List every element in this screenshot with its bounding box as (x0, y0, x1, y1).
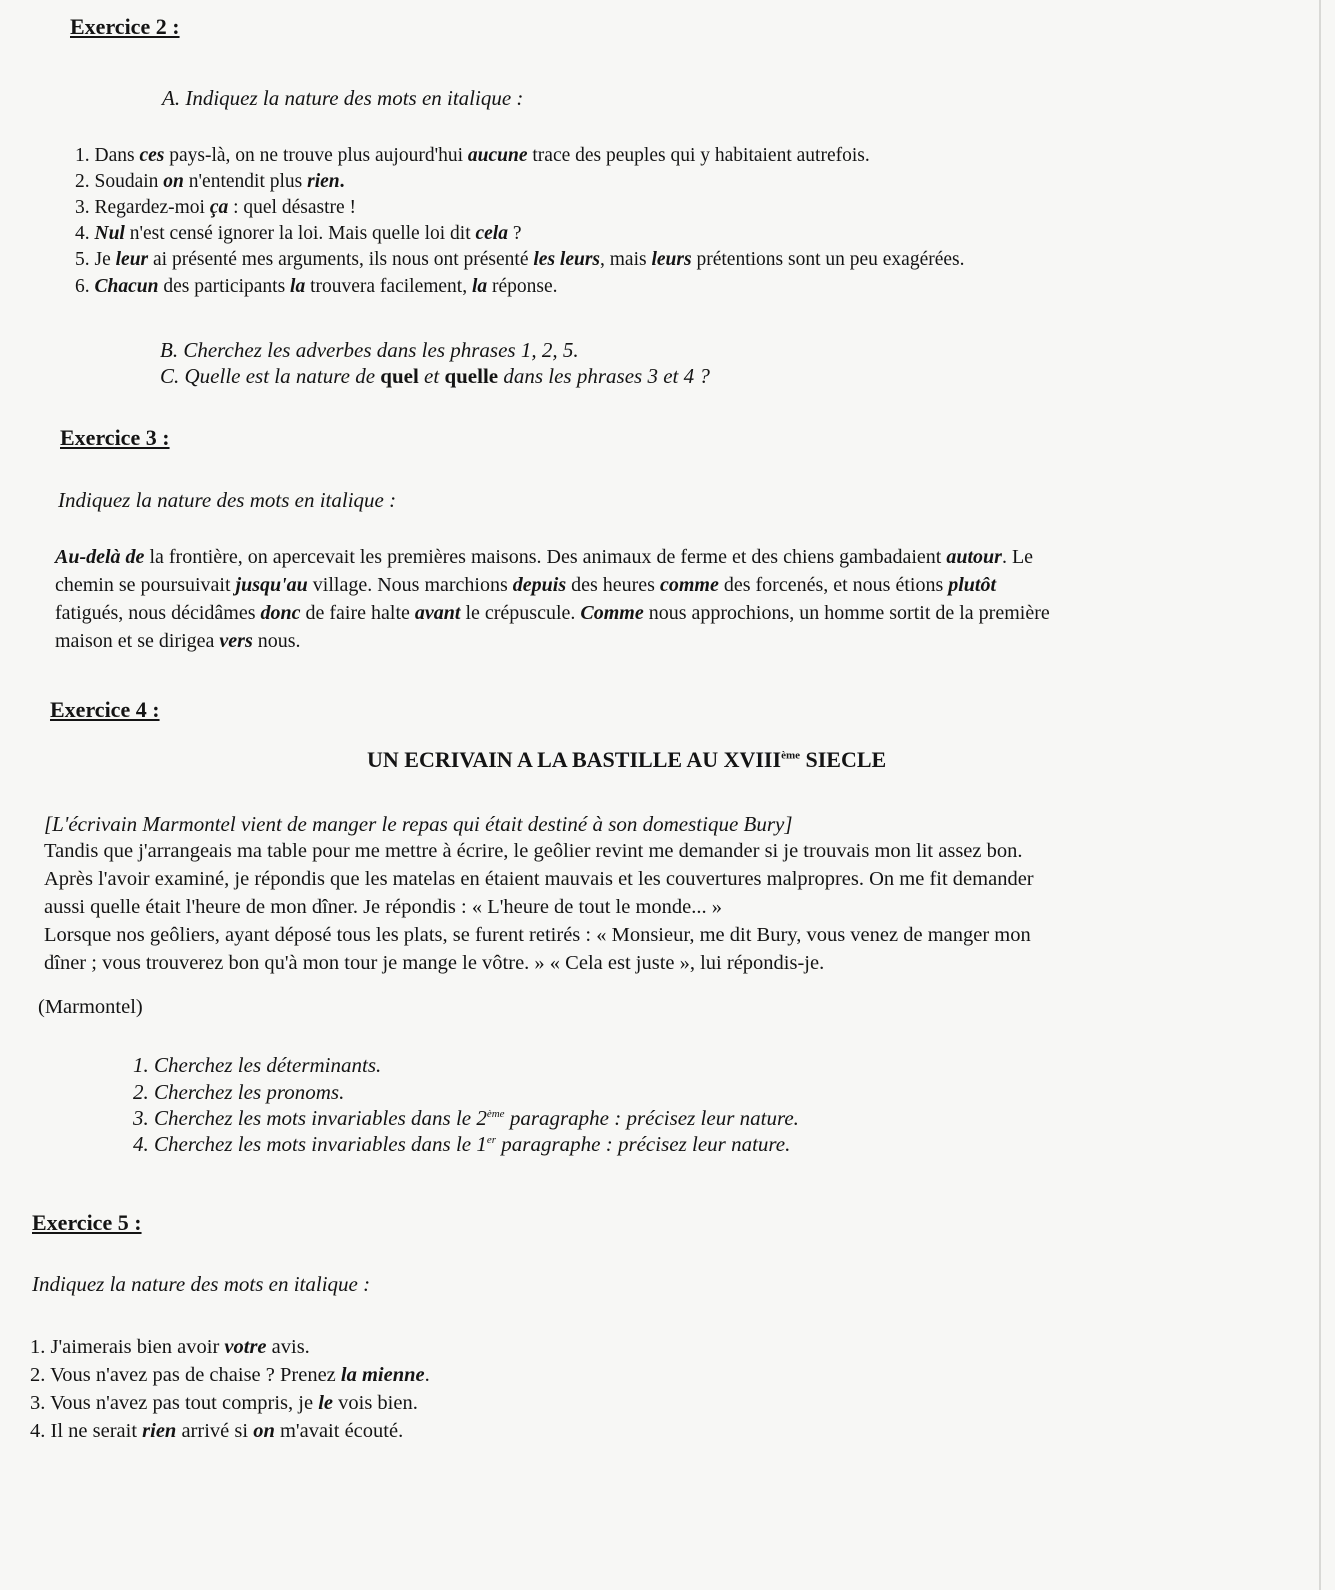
exercise-2-instruction-c: C. Quelle est la nature de quel et quelle dans les phrases 3 et 4 ? (160, 364, 710, 388)
ex3-line-1: Au-delà de la frontière, on apercevait les premières maisons. Des animaux de ferme et des chiens gambadaient autour. Le (55, 546, 1034, 568)
exercise-4-title: UN ECRIVAIN A LA BASTILLE AU XVIIIème SIECLE (367, 747, 887, 772)
exercise-3-text (55, 543, 1050, 655)
ex2-item-2: 2. Soudain on n'entendit plus rien. (75, 171, 345, 192)
exercise-2-heading: Exercice 2 : (70, 14, 180, 39)
ex4-question-1: 1. Cherchez les déterminants. (133, 1053, 382, 1077)
ex2-item-4: 4. Nul n'est censé ignorer la loi. Mais quelle loi dit cela ? (75, 223, 522, 244)
exercise-3-instruction: Indiquez la nature des mots en italique : (58, 488, 397, 512)
ex3-line-4: maison et se dirigea vers nous. (55, 630, 301, 652)
exercise-5-instruction: Indiquez la nature des mots en italique : (32, 1272, 371, 1296)
exercise-3-heading: Exercice 3 : (60, 425, 170, 450)
exercise-2-instruction-a: A. Indiquez la nature des mots en italique : (162, 86, 524, 110)
ex4-question-4: 4. Cherchez les mots invariables dans le 1er paragraphe : précisez leur nature. (133, 1132, 791, 1156)
ex2-item-1: 1. Dans ces pays-là, on ne trouve plus aujourd'hui aucune trace des peuples qui y habitaient autrefois. (75, 145, 870, 166)
ex3-line-3: fatigués, nous décidâmes donc de faire halte avant le crépuscule. Comme nous approchions, un homme sortit de la première (55, 602, 1050, 624)
ex4-question-2: 2. Cherchez les pronoms. (133, 1080, 345, 1104)
ex2-item-5: 5. Je leur ai présenté mes arguments, ils nous ont présenté les leurs, mais leurs prétentions sont un peu exagérées. (75, 249, 965, 270)
ex5-item-4: 4. Il ne serait rien arrivé si on m'avait écouté. (30, 1420, 404, 1442)
ex2-item-6: 6. Chacun des participants la trouvera facilement, la réponse. (75, 276, 558, 297)
ex4-line-5: dîner ; vous trouverez bon qu'à mon tour je mange le vôtre. » « Cela est juste », lui répondis-je. (44, 952, 825, 974)
exercise-4-intro: [L'écrivain Marmontel vient de manger le repas qui était destiné à son domestique Bury] (44, 812, 793, 836)
ex4-line-4: Lorsque nos geôliers, ayant déposé tous les plats, se furent retirés : « Monsieur, me dit Bury, vous venez de manger mon (44, 924, 1031, 946)
exercise-2-instruction-b: B. Cherchez les adverbes dans les phrases 1, 2, 5. (160, 338, 579, 362)
exercise-4-heading: Exercice 4 : (50, 697, 160, 722)
exercise-4-text (44, 837, 1034, 977)
ex5-item-3: 3. Vous n'avez pas tout compris, je le vois bien. (30, 1392, 418, 1414)
ex4-question-3: 3. Cherchez les mots invariables dans le 2ème paragraphe : précisez leur nature. (133, 1106, 799, 1130)
ex5-item-1: 1. J'aimerais bien avoir votre avis. (30, 1336, 310, 1358)
exercise-5-items (30, 1333, 430, 1445)
ex4-line-2: Après l'avoir examiné, je répondis que les matelas en étaient mauvais et les couvertures malpropres. On me fit demander (44, 868, 1034, 890)
exercise-5-heading: Exercice 5 : (32, 1210, 142, 1235)
ex5-item-2: 2. Vous n'avez pas de chaise ? Prenez la mienne. (30, 1364, 430, 1386)
ex2-item-3: 3. Regardez-moi ça : quel désastre ! (75, 197, 357, 218)
page-edge (1319, 0, 1321, 1590)
exercise-4-author: (Marmontel) (38, 996, 143, 1018)
ex4-line-3: aussi quelle était l'heure de mon dîner. Je répondis : « L'heure de tout le monde... » (44, 896, 723, 918)
ex4-line-1: Tandis que j'arrangeais ma table pour me mettre à écrire, le geôlier revint me demander si je trouvais mon lit assez bon. (44, 840, 1023, 862)
ex3-line-2: chemin se poursuivait jusqu'au village. Nous marchions depuis des heures comme des forcenés, et nous étions plutôt (55, 574, 997, 596)
